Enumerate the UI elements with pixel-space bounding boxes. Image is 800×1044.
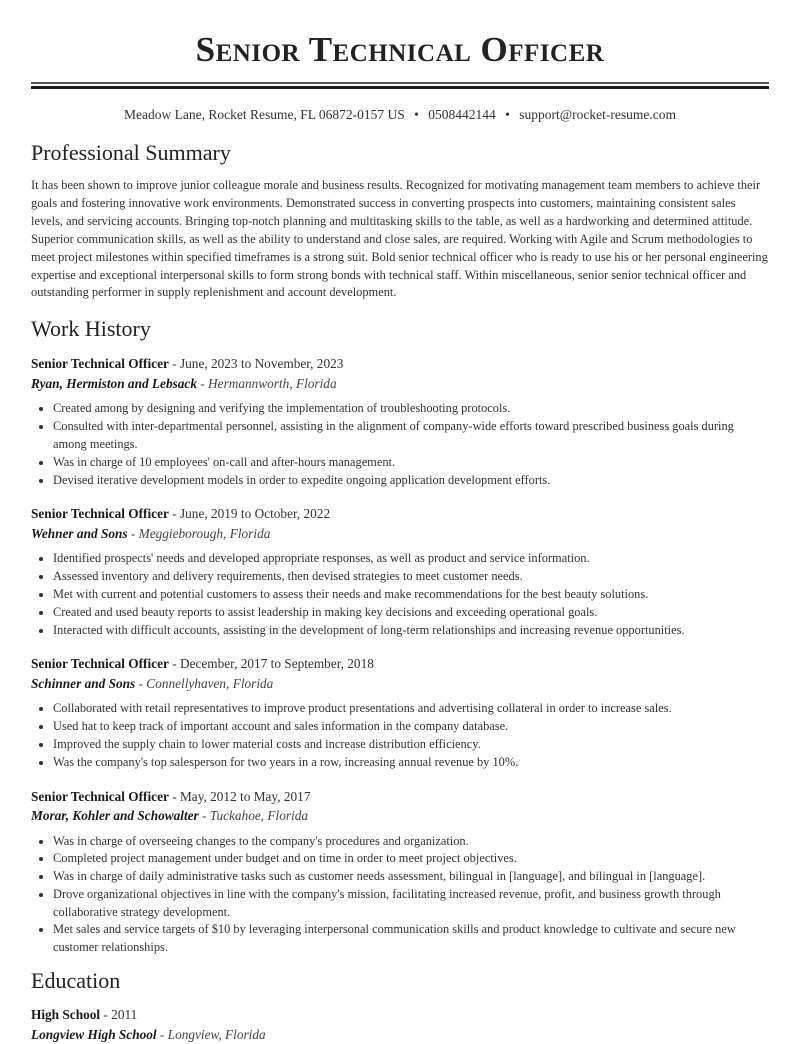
education-entry [31, 1005, 769, 1044]
section-title-education: Education [31, 968, 121, 994]
bullet-item: • Drove organizational objectives in line with the company's mission, facilitating increased revenue, profit, and business growth through collaborative strategy development. [53, 886, 769, 922]
job-entry [31, 654, 769, 771]
job-bullets [31, 400, 769, 489]
job-bullets [31, 700, 769, 771]
bullet-item: • Met sales and service targets of $10 by leveraging interpersonal communication skills and product knowledge to cultivate and secure new customer relationships. [53, 921, 769, 957]
company-line [31, 524, 769, 544]
job-role: Senior Technical Officer [31, 356, 169, 372]
contact-phone: 0508442144 [428, 107, 496, 122]
school-location: - Longview, Florida [156, 1026, 266, 1042]
degree-line [31, 1005, 769, 1025]
job-entry [31, 504, 769, 639]
bullet-item: • Identified prospects' needs and developed appropriate responses, as well as product and service information. [53, 550, 769, 568]
job-bullets [31, 550, 769, 639]
bullet-separator-icon: • [414, 107, 419, 122]
company-location: - Tuckahoe, Florida [198, 808, 309, 823]
bullet-item: • Used hat to keep track of important account and sales information in the company database. [53, 718, 769, 736]
company-location: - Connellyhaven, Florida [135, 675, 274, 691]
school-name: Longview High School [31, 1026, 157, 1042]
job-title-line [31, 354, 769, 374]
company-name: Ryan, Hermiston and Lebsack [31, 375, 197, 391]
company-location: - Hermannworth, Florida [196, 375, 337, 391]
bullet-item: • Was in charge of 10 employees' on-call and after-hours management. [53, 454, 769, 472]
contact-line [31, 106, 769, 124]
section-title-work-history: Work History [31, 316, 151, 342]
job-role: Senior Technical Officer [31, 656, 169, 672]
job-role: Senior Technical Officer [31, 506, 169, 522]
degree-year: - 2011 [100, 1007, 138, 1023]
section-title-summary: Professional Summary [31, 140, 231, 165]
bullet-item: • Was in charge of overseeing changes to the company's procedures and organization. [53, 833, 769, 851]
job-role: Senior Technical Officer [31, 788, 169, 804]
job-dates: - December, 2017 to September, 2018 [168, 656, 374, 672]
rule-thin-line [31, 82, 769, 84]
school-line [31, 1025, 769, 1044]
company-line [31, 374, 769, 394]
bullet-item: • Assessed inventory and delivery requirements, then devised strategies to meet customer needs. [53, 568, 769, 586]
summary-text: It has been shown to improve junior colleague morale and business results. Recognized for motivating management team members to achieve their goals and fostering innovative work environments. Demonstrated success in converting prospects into customers, maintaining consistent sales levels, and servicing accounts. Bringing top-notch planning and multitasking skills to the table, as well as a hardworking and determined attitude. Superior communication skills, as well as the ability to understand and close sales, are required. Working with Agile and Scrum methodologies to meet project milestones within specified timeframes is a strong suit. Bold senior technical officer who is ready to use his or her personal engineering expertise and exceptional interpersonal skills to form strong bonds with technical staff. Within miscellaneous, senior senior technical officer and outstanding performer in supply replenishment and account development. [31, 178, 768, 300]
job-dates: - June, 2019 to October, 2022 [168, 506, 331, 522]
job-title-line [31, 654, 769, 674]
bullet-item: • Devised iterative development models in order to expedite ongoing application development efforts. [53, 472, 769, 490]
resume-name-heading: Senior Technical Officer [195, 30, 605, 69]
bullet-item: • Collaborated with retail representatives to improve product presentations and advertising collateral in order to increase sales. [53, 700, 769, 718]
bullet-item: • Interacted with difficult accounts, assisting in the development of long-term relationships and increasing revenue opportunities. [53, 622, 769, 640]
job-bullets [31, 833, 769, 958]
bullet-item: • Met with current and potential customers to assess their needs and make recommendations for the best beauty solutions. [53, 586, 769, 604]
company-line [31, 806, 769, 826]
job-entry [31, 354, 769, 489]
company-name: Morar, Kohler and Schowalter [31, 808, 199, 823]
bullet-item: • Created and used beauty reports to assist leadership in making key decisions and exceeding operational goals. [53, 604, 769, 622]
company-name: Wehner and Sons [31, 525, 128, 541]
header-double-rule [31, 82, 769, 89]
company-location: - Meggieborough, Florida [127, 525, 271, 541]
job-title-line [31, 787, 769, 807]
bullet-separator-icon: • [505, 107, 510, 122]
company-line [31, 674, 769, 694]
bullet-item: • Improved the supply chain to lower material costs and increase distribution efficiency. [53, 736, 769, 754]
job-dates: - June, 2023 to November, 2023 [168, 356, 344, 372]
job-title-line [31, 504, 769, 524]
contact-email: support@rocket-resume.com [519, 107, 676, 122]
bullet-item: • Consulted with inter-departmental personnel, assisting in the alignment of company-wide efforts toward prescribed business goals during among meetings. [53, 418, 769, 454]
contact-address: Meadow Lane, Rocket Resume, FL 06872-0157 US [124, 107, 405, 122]
job-entry [31, 787, 769, 958]
bullet-item: • Was in charge of daily administrative tasks such as customer needs assessment, bilingual in [language], and bilingual in [language]. [53, 868, 769, 886]
bullet-item: • Was the company's top salesperson for two years in a row, increasing annual revenue by 10%. [53, 754, 769, 772]
degree-name: High School [31, 1007, 101, 1023]
rule-thick-line [31, 86, 769, 89]
bullet-item: • Completed project management under budget and on time in order to meet project objectives. [53, 850, 769, 868]
company-name: Schinner and Sons [31, 675, 136, 691]
job-dates: - May, 2012 to May, 2017 [168, 788, 311, 804]
bullet-item: • Created among by designing and verifying the implementation of troubleshooting protocols. [53, 400, 769, 418]
